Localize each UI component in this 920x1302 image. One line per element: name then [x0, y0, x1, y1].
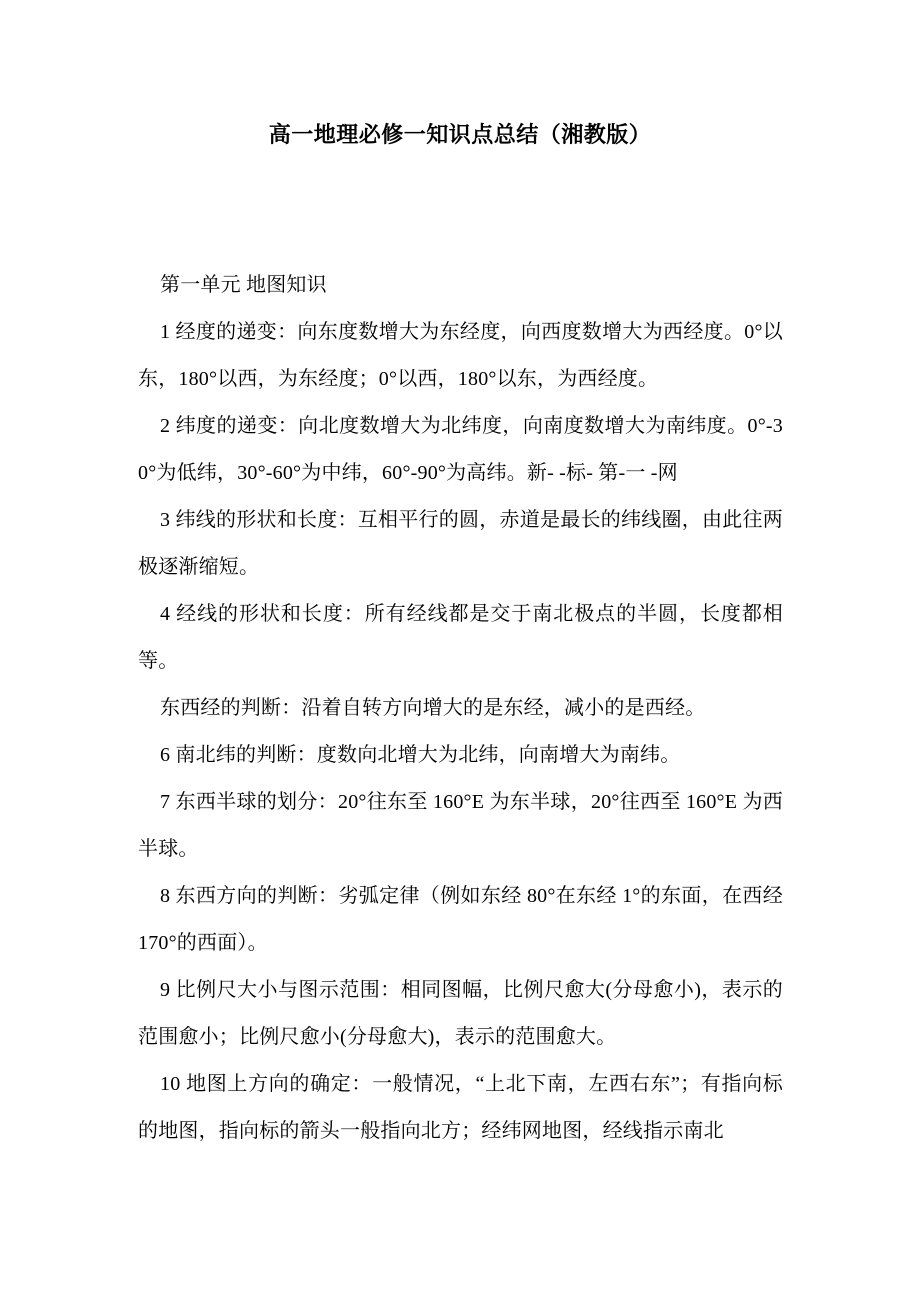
paragraph-east-west-direction: 8 东西方向的判断：劣弧定律（例如东经 80°在东经 1°的东面，在西经 170°的西面）。 [138, 885, 783, 954]
paragraph-scale-range: 9 比例尺大小与图示范围：相同图幅，比例尺愈大(分母愈小)，表示的范围愈小；比例尺愈小(分母愈大)，表示的范围愈大。 [138, 979, 783, 1048]
paragraph-latitude-change: 2 纬度的递变：向北度数增大为北纬度，向南度数增大为南纬度。0°-30°为低纬，30°-60°为中纬，60°-90°为高纬。新- -标- 第-一 -网 [138, 415, 783, 484]
section-heading: 第一单元 地图知识 [160, 274, 327, 296]
paragraph-longitude-change: 1 经度的递变：向东度数增大为东经度，向西度数增大为西经度。0°以东，180°以西，为东经度；0°以西，180°以东，为西经度。 [138, 321, 783, 390]
paragraph-meridian-shape: 4 经线的形状和长度：所有经线都是交于南北极点的半圆，长度都相等。 [138, 603, 783, 672]
paragraph-parallel-shape: 3 纬线的形状和长度：互相平行的圆，赤道是最长的纬线圈，由此往两极逐渐缩短。 [138, 509, 783, 578]
paragraph-map-direction: 10 地图上方向的确定：一般情况，“上北下南，左西右东”；有指向标的地图，指向标的箭头一般指向北方；经纬网地图，经线指示南北 [138, 1073, 783, 1142]
document-title: 高一地理必修一知识点总结（湘教版） [268, 122, 652, 147]
paragraph-east-west-longitude: 东西经的判断：沿着自转方向增大的是东经，减小的是西经。 [160, 697, 706, 719]
paragraph-hemisphere-division: 7 东西半球的划分：20°往东至 160°E 为东半球，20°往西至 160°E 为西半球。 [138, 791, 783, 860]
paragraph-north-south-latitude: 6 南北纬的判断：度数向北增大为北纬，向南增大为南纬。 [160, 744, 681, 766]
document-body [138, 262, 783, 1155]
